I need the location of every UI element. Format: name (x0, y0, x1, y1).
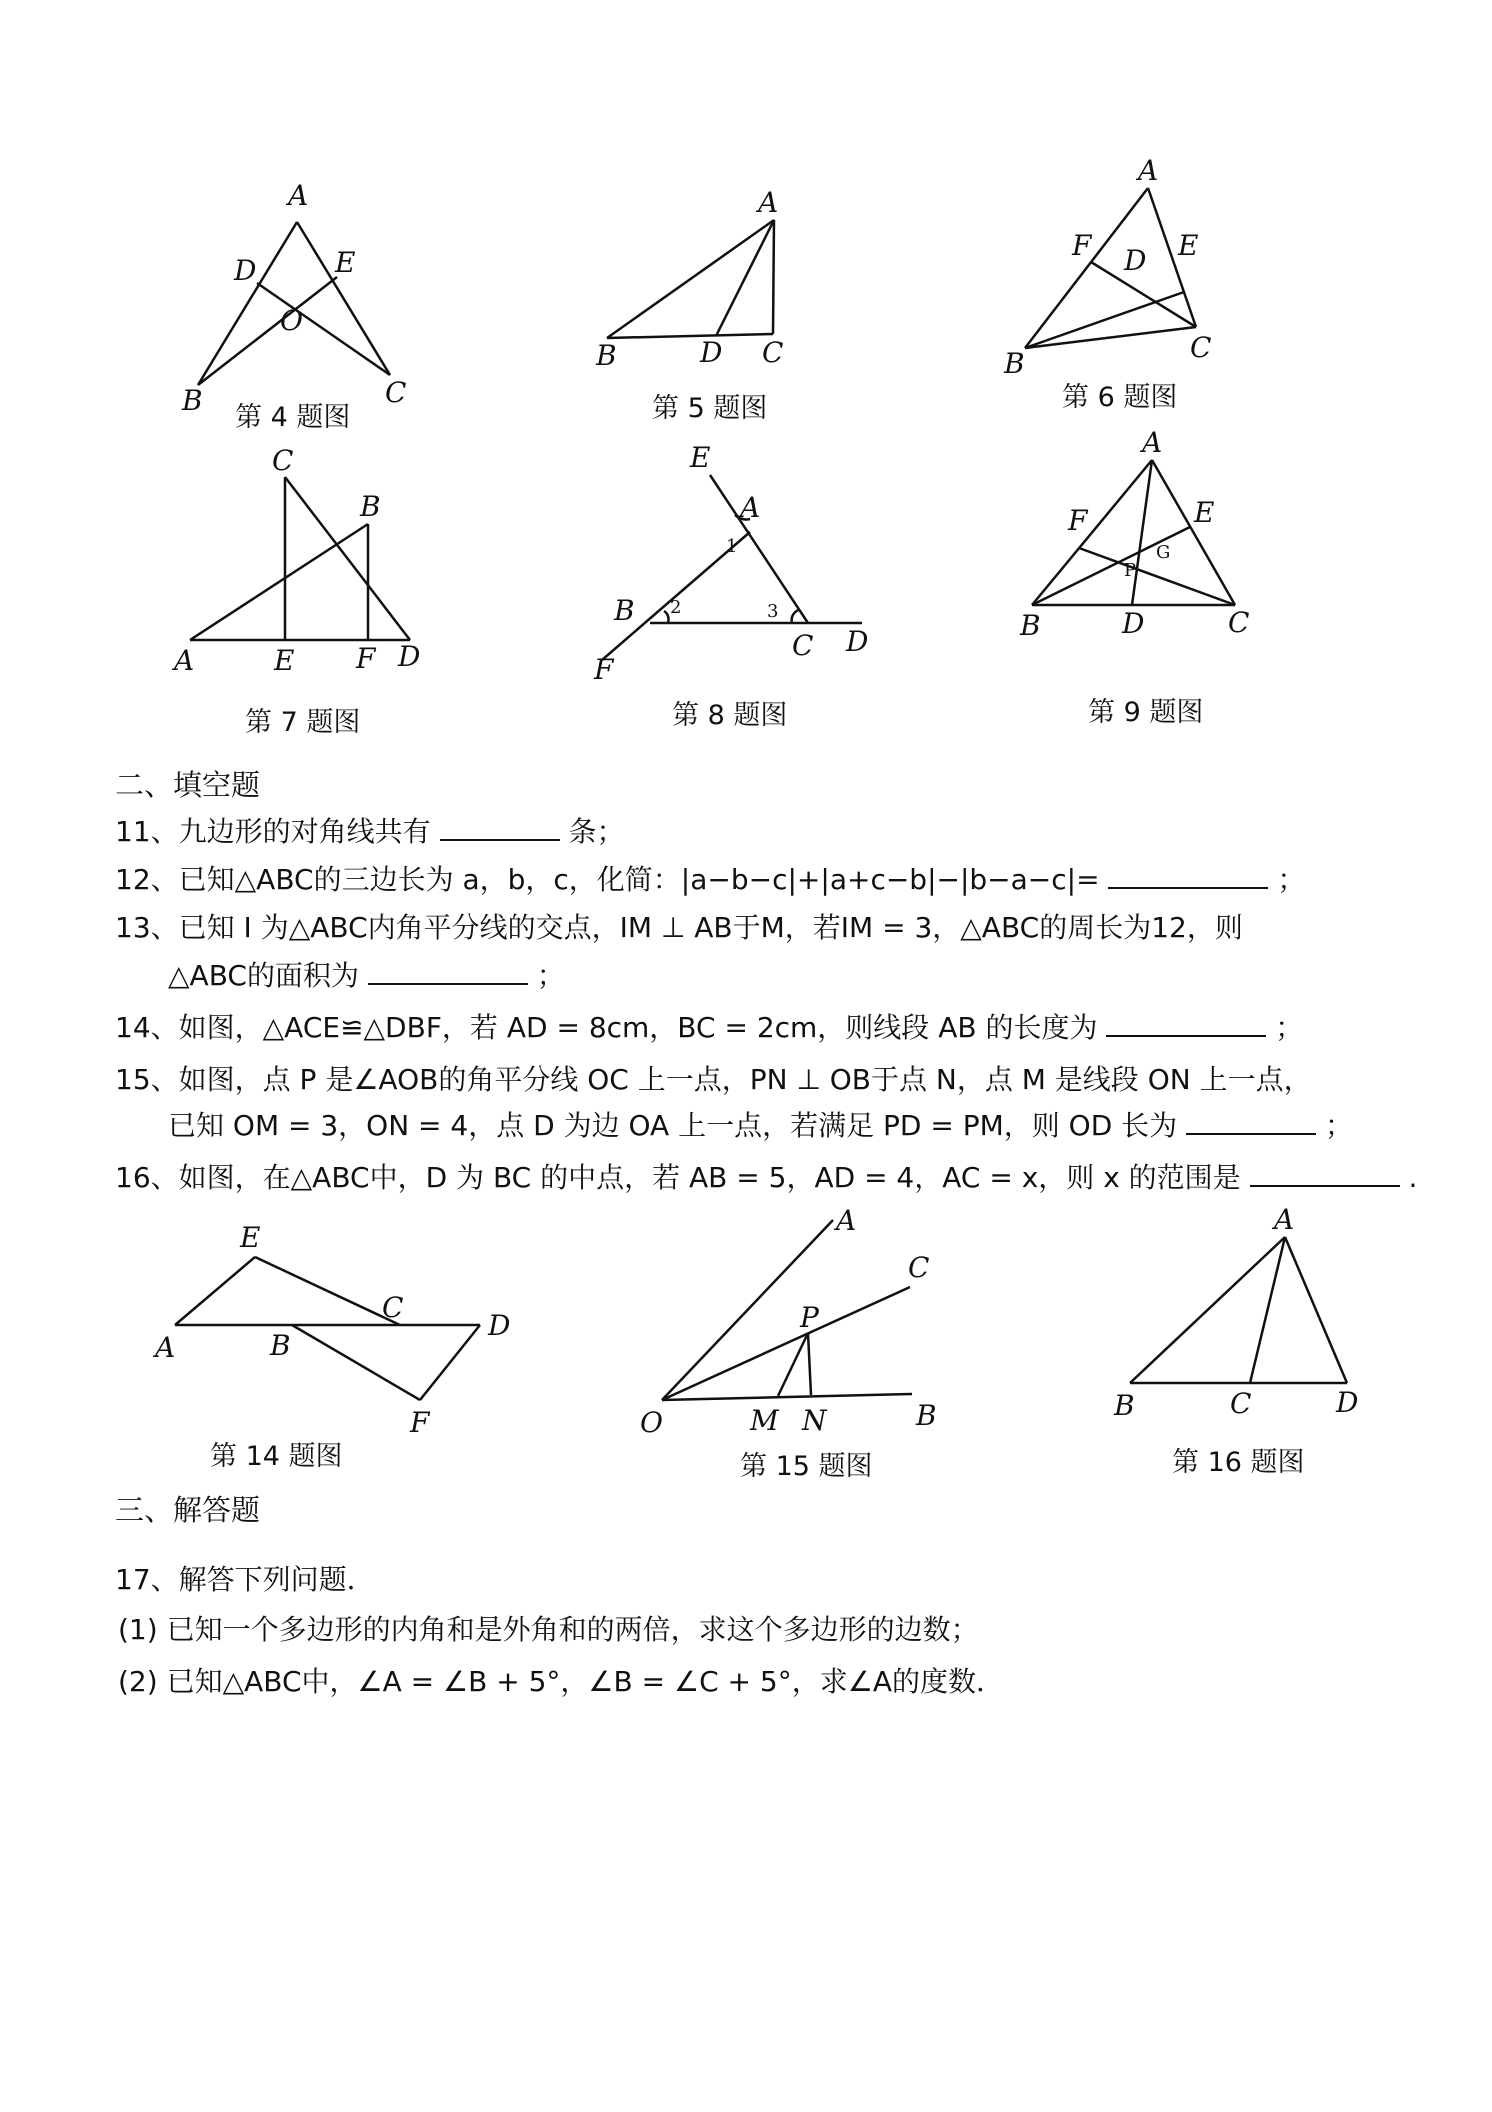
figure-5 (590, 190, 810, 370)
f9-label-f: F (1068, 504, 1088, 537)
f6-label-e: E (1178, 229, 1199, 262)
f4-label-a: A (288, 179, 309, 212)
question-14 (115, 1008, 1303, 1048)
f9-label-p: P (1124, 560, 1137, 581)
f15-label-o: O (640, 1406, 663, 1439)
q14-text: 14、如图，△ACE≌△DBF，若 AD = 8cm，BC = 2cm，则线段 AB 的长度为 (115, 1011, 1098, 1044)
figure-9 (1010, 430, 1270, 650)
f4-label-o: O (280, 304, 303, 337)
f4-label-c: C (385, 376, 407, 409)
f5-label-a: A (758, 190, 779, 219)
f5-label-d: D (700, 336, 723, 369)
f15-label-n: N (802, 1404, 827, 1437)
caption-figure-5: 第 5 题图 (652, 393, 768, 424)
f16-label-b: B (1114, 1389, 1135, 1422)
q12-text: 12、已知△ABC的三边长为 a，b，c，化简：|a−b−c|+|a+c−b|−|b−a−c|= (115, 863, 1100, 896)
figure-6-diagram (1000, 155, 1260, 385)
f16-label-a: A (1274, 1205, 1295, 1236)
q11-blank[interactable] (440, 813, 560, 841)
f4-label-d: D (234, 254, 257, 287)
figure-16-diagram (1100, 1205, 1380, 1425)
f8-label-d: D (846, 625, 869, 658)
figure-15 (630, 1200, 960, 1450)
question-13-line2 (168, 956, 565, 996)
figure-14-diagram (150, 1215, 530, 1445)
f7-label-b: B (360, 490, 381, 523)
q15-tail: ； (1324, 1109, 1353, 1142)
f9-label-b: B (1020, 609, 1041, 642)
question-13-line1: 13、已知 I 为△ABC内角平分线的交点，IM ⊥ AB于M，若IM = 3，△ABC的周长为12，则 (115, 911, 1243, 944)
question-12 (115, 860, 1305, 900)
f5-label-b: B (596, 339, 617, 370)
question-11 (115, 812, 624, 852)
f15-label-p: P (800, 1301, 819, 1334)
q16-blank[interactable] (1250, 1159, 1400, 1187)
section-answer-title: 三、解答题 (115, 1493, 261, 1527)
q14-blank[interactable] (1106, 1009, 1266, 1037)
q14-tail: ； (1275, 1011, 1304, 1044)
figure-8 (590, 445, 890, 685)
f4-label-b: B (182, 384, 203, 417)
f6-label-c: C (1190, 331, 1212, 364)
caption-figure-9: 第 9 题图 (1088, 697, 1204, 728)
q15-blank[interactable] (1186, 1107, 1316, 1135)
f8-angle-1: 1 (726, 536, 738, 557)
question-16 (115, 1158, 1417, 1198)
caption-figure-4: 第 4 题图 (235, 402, 351, 433)
f6-label-b: B (1004, 347, 1025, 380)
q13-blank[interactable] (368, 957, 528, 985)
caption-figure-8: 第 8 题图 (672, 700, 788, 731)
question-17: 17、解答下列问题． (115, 1563, 375, 1596)
q12-blank[interactable] (1108, 861, 1268, 889)
question-17-part-1: (1) 已知一个多边形的内角和是外角和的两倍，求这个多边形的边数； (118, 1613, 979, 1646)
figure-5-diagram (590, 190, 810, 370)
figure-9-diagram (1010, 430, 1270, 650)
caption-figure-16: 第 16 题图 (1172, 1447, 1305, 1478)
f8-label-a: A (740, 491, 761, 524)
q16-tail: . (1408, 1161, 1418, 1194)
figure-7 (170, 440, 440, 680)
figure-16 (1100, 1205, 1380, 1425)
f14-label-c: C (382, 1291, 404, 1324)
f9-label-d: D (1122, 607, 1145, 640)
figure-4-diagram (160, 170, 460, 430)
f15-label-m: M (750, 1404, 779, 1437)
f14-label-f: F (410, 1406, 430, 1439)
f5-label-c: C (762, 336, 784, 369)
question-17-part-2: (2) 已知△ABC中，∠A = ∠B + 5°，∠B = ∠C + 5°，求∠A的度数． (118, 1665, 1004, 1698)
f14-label-e: E (240, 1221, 261, 1254)
f7-label-c: C (272, 444, 294, 477)
f9-label-a: A (1142, 430, 1163, 459)
f7-label-e: E (274, 644, 295, 677)
f7-label-a: A (174, 644, 195, 677)
f15-label-c: C (908, 1251, 930, 1284)
f16-label-d: C (1230, 1387, 1252, 1420)
q13-text: △ABC的面积为 (168, 959, 359, 992)
q11-text: 11、九边形的对角线共有 (115, 815, 431, 848)
figure-7-diagram (170, 440, 440, 680)
f15-label-a: A (836, 1204, 857, 1237)
f7-label-f: F (356, 642, 376, 675)
caption-figure-6: 第 6 题图 (1062, 382, 1178, 413)
f8-label-e: E (690, 445, 711, 474)
f6-label-f: F (1072, 229, 1092, 262)
caption-figure-7: 第 7 题图 (245, 707, 361, 738)
f14-label-b: B (270, 1329, 291, 1362)
f16-label-c: D (1336, 1386, 1359, 1419)
f8-label-b: B (614, 594, 635, 627)
figure-6 (1000, 155, 1260, 385)
f15-label-b: B (916, 1399, 937, 1432)
f8-label-c: C (792, 629, 814, 662)
figure-15-diagram (630, 1200, 960, 1450)
f8-label-f: F (594, 653, 614, 685)
f8-angle-3: 3 (767, 601, 779, 622)
f14-label-d: D (488, 1309, 511, 1342)
f6-label-a: A (1138, 155, 1159, 187)
f7-label-d: D (398, 640, 421, 673)
f4-label-e: E (335, 246, 356, 279)
caption-figure-14: 第 14 题图 (210, 1441, 343, 1472)
q11-tail: 条； (568, 815, 625, 848)
section-fill-in-title: 二、填空题 (115, 768, 261, 802)
f8-angle-2: 2 (670, 597, 682, 618)
figure-8-diagram (590, 445, 890, 685)
q15-text: 已知 OM = 3，ON = 4，点 D 为边 OA 上一点，若满足 PD = PM，则 OD 长为 (168, 1109, 1178, 1142)
figure-4 (160, 170, 460, 430)
f6-label-d: D (1124, 244, 1147, 277)
question-15-line1: 15、如图，点 P 是∠AOB的角平分线 OC 上一点，PN ⊥ OB于点 N，点 M 是线段 ON 上一点， (115, 1063, 1312, 1096)
f9-label-c: C (1228, 606, 1250, 639)
q12-tail: ； (1277, 863, 1306, 896)
f9-label-g: G (1156, 542, 1171, 563)
q16-text: 16、如图，在△ABC中，D 为 BC 的中点，若 AB = 5，AD = 4，AC = x，则 x 的范围是 (115, 1161, 1241, 1194)
figure-14 (150, 1215, 530, 1445)
f9-label-e: E (1194, 496, 1215, 529)
question-15-line2 (168, 1106, 1353, 1146)
f14-label-a: A (155, 1331, 176, 1364)
caption-figure-15: 第 15 题图 (740, 1451, 873, 1482)
q13-tail: ； (536, 959, 565, 992)
